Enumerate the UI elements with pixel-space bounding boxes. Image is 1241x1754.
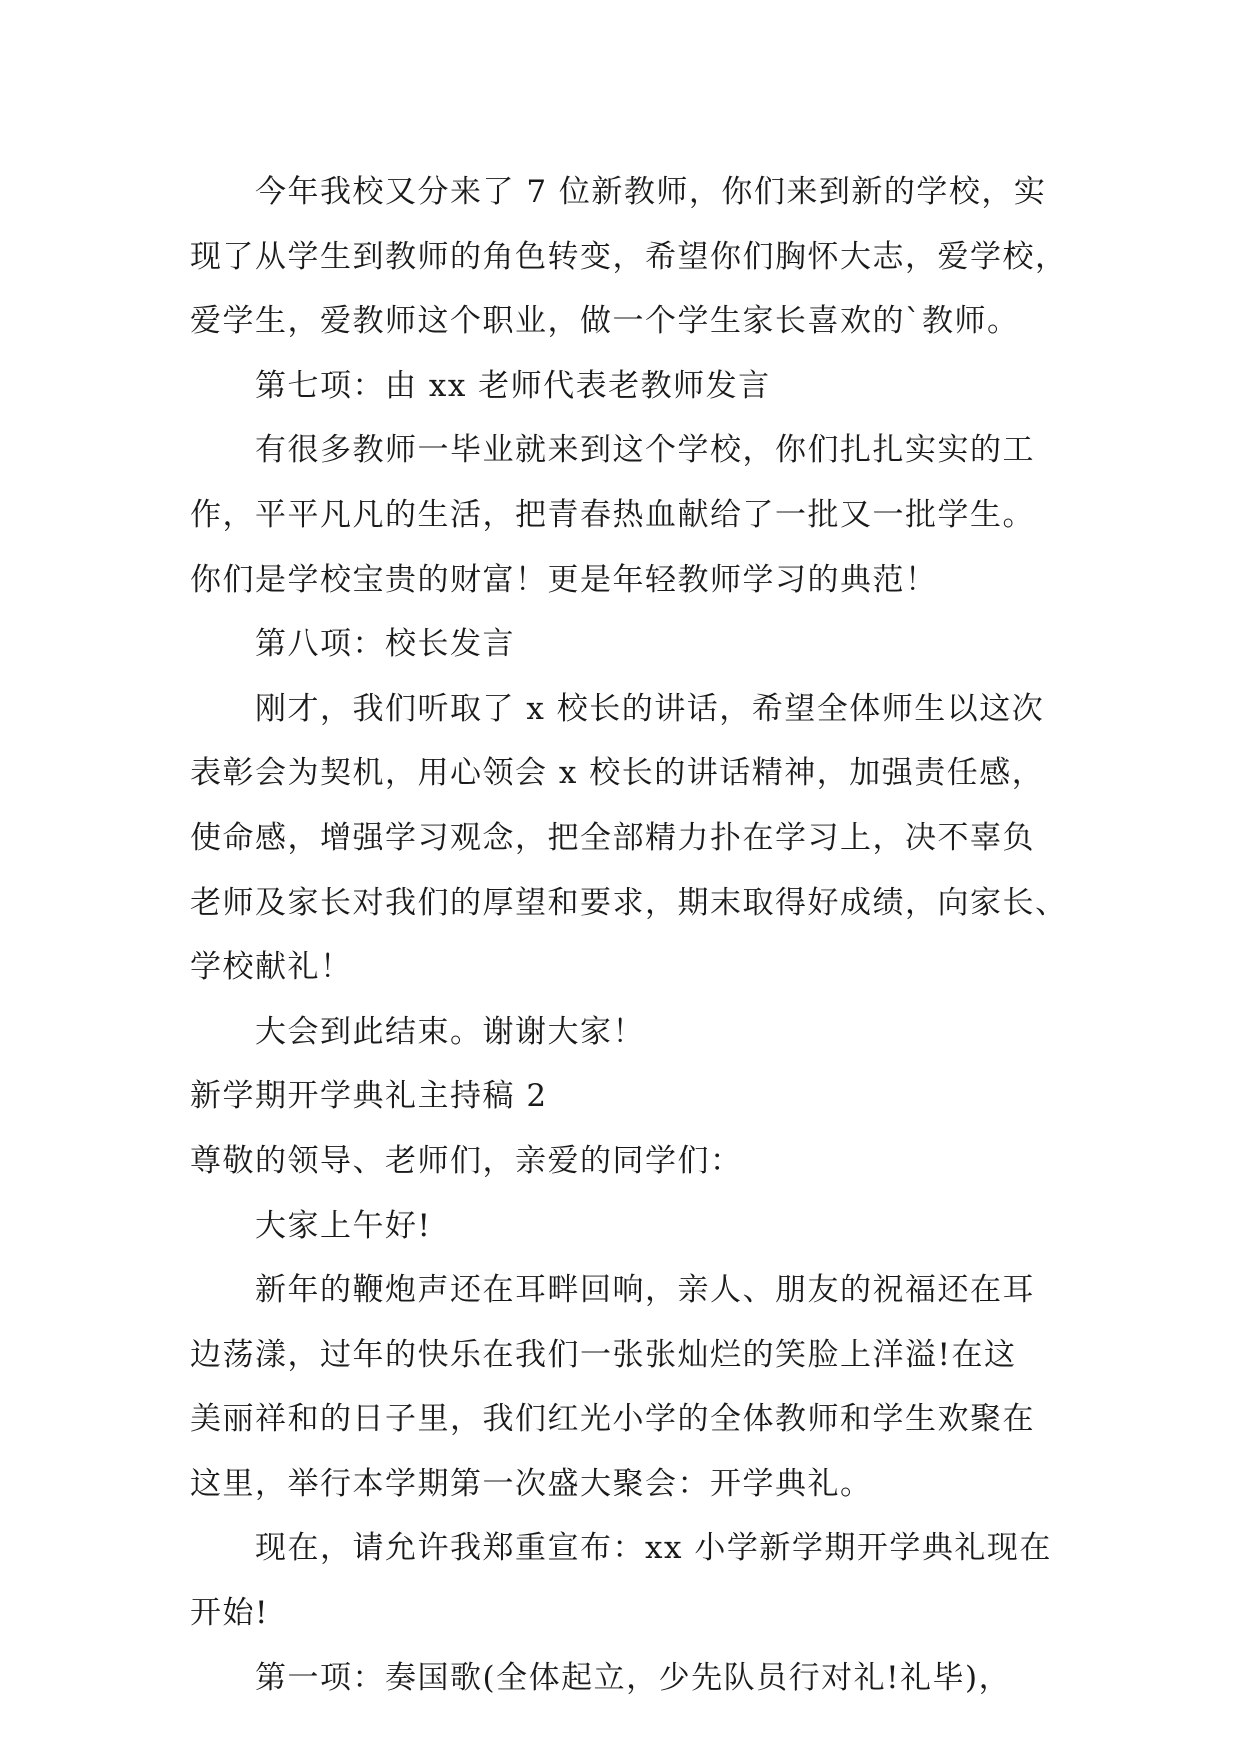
paragraph-line: 作，平平凡凡的生活，把青春热血献给了一批又一批学生。: [190, 496, 1035, 533]
agenda-item-heading: 第七项：由 xx 老师代表老教师发言: [255, 367, 771, 404]
greeting: 大家上午好!: [255, 1207, 432, 1244]
paragraph-line: 这里，举行本学期第一次盛大聚会：开学典礼。: [190, 1465, 873, 1502]
document-body: [190, 160, 1070, 1710]
paragraph-line: 现在，请允许我郑重宣布：xx 小学新学期开学典礼现在: [255, 1530, 1052, 1567]
closing-line: 大会到此结束。谢谢大家！: [255, 1013, 645, 1050]
paragraph-line: 你们是学校宝贵的财富！更是年轻教师学习的典范！: [190, 561, 938, 598]
paragraph-line: 美丽祥和的日子里，我们红光小学的全体教师和学生欢聚在: [190, 1401, 1035, 1438]
paragraph-line: 爱学生，爱教师这个职业，做一个学生家长喜欢的`教师。: [190, 303, 1020, 340]
paragraph-line: 边荡漾，过年的快乐在我们一张张灿烂的笑脸上洋溢!在这: [190, 1336, 1017, 1373]
paragraph-line: 有很多教师一毕业就来到这个学校，你们扎扎实实的工: [255, 432, 1035, 469]
paragraph-line: 老师及家长对我们的厚望和要求，期末取得好成绩，向家长、: [190, 884, 1068, 921]
paragraph-line: 开始!: [190, 1595, 269, 1632]
salutation: 尊敬的领导、老师们，亲爱的同学们：: [190, 1142, 743, 1179]
paragraph-line: 学校献礼！: [190, 949, 353, 986]
agenda-item-heading: 第一项：奏国歌(全体起立，少先队员行对礼!礼毕)，: [255, 1659, 1012, 1696]
paragraph-line: 现了从学生到教师的角色转变，希望你们胸怀大志，爱学校，: [190, 238, 1068, 275]
paragraph-line: 今年我校又分来了 7 位新教师，你们来到新的学校，实: [255, 174, 1047, 210]
section-title: 新学期开学典礼主持稿 2: [190, 1078, 548, 1115]
paragraph-line: 使命感，增强学习观念，把全部精力扑在学习上，决不辜负: [190, 819, 1035, 856]
paragraph-line: 新年的鞭炮声还在耳畔回响，亲人、朋友的祝福还在耳: [255, 1272, 1035, 1309]
agenda-item-heading: 第八项：校长发言: [255, 626, 515, 663]
paragraph-line: 刚才，我们听取了 x 校长的讲话，希望全体师生以这次: [255, 690, 1045, 727]
paragraph-line: 表彰会为契机，用心领会 x 校长的讲话精神，加强责任感，: [190, 755, 1045, 792]
